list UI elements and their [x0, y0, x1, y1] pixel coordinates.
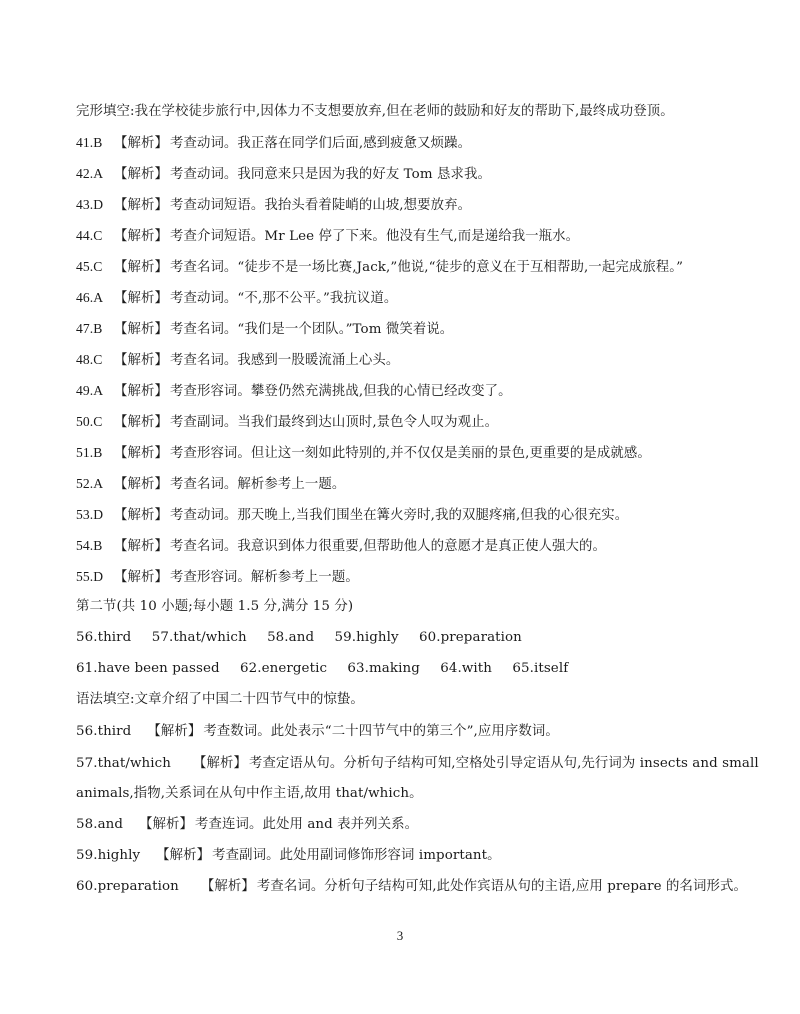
answer-row	[76, 568, 359, 587]
answer-number: 57.that/which	[76, 756, 171, 771]
answer-number: 42.A	[76, 166, 104, 181]
explanation-text: 考查定语从句。分析句子结构可知,空格处引导定语从句,先行词为 insects and small	[248, 756, 759, 771]
answer-key: 57.that/which	[151, 630, 247, 645]
analysis-tag: 【解析】	[114, 198, 168, 213]
answer-key: 63.making	[347, 661, 420, 676]
analysis-tag: 【解析】	[114, 260, 168, 275]
explanation-57-continued: animals,指物,关系词在从句中作主语,故用 that/which。	[76, 786, 423, 801]
answer-row-56-60	[76, 629, 522, 647]
explanation-text: 考查动词。那天晚上,当我们围坐在篝火旁时,我的双腿疼痛,但我的心很充实。	[169, 508, 629, 523]
analysis-tag: 【解析】	[114, 291, 168, 306]
answer-row	[76, 382, 512, 401]
answer-number: 52.A	[76, 476, 104, 491]
explanation-text: 考查介词短语。Mr Lee 停了下来。他没有生气,而是递给我一瓶水。	[169, 229, 580, 244]
answer-number: 58.and	[76, 817, 124, 832]
answer-number: 47.B	[76, 321, 103, 336]
answer-number: 45.C	[76, 259, 103, 274]
answer-row	[76, 320, 453, 339]
explanation-text: 考查动词短语。我抬头看着陡峭的山坡,想要放弃。	[169, 198, 472, 213]
explanation-text: 考查数词。此处表示“二十四节气中的第三个”,应用序数词。	[203, 724, 559, 739]
explanation-text: 考查副词。此处用副词修饰形容词 important。	[212, 848, 501, 863]
answer-number: 43.D	[76, 197, 104, 212]
analysis-tag: 【解析】	[114, 508, 168, 523]
answer-number: 50.C	[76, 414, 103, 429]
page-number: 3	[396, 928, 404, 943]
explanation-text: 考查名词。“徒步不是一场比赛,Jack,”他说,“徒步的意义在于互相帮助,一起完成旅程。”	[169, 260, 684, 275]
answer-key: 56.third	[76, 630, 132, 645]
answer-key: 60.preparation	[419, 630, 522, 645]
explanation-text: 考查形容词。但让这一刻如此特别的,并不仅仅是美丽的景色,更重要的是成就感。	[169, 446, 651, 461]
explanation-text: 考查连词。此处用 and 表并列关系。	[195, 817, 419, 832]
answer-row	[76, 413, 498, 432]
explanation-text: 考查动词。我正落在同学们后面,感到疲惫又烦躁。	[169, 136, 472, 151]
answer-number: 55.D	[76, 569, 104, 584]
explanation-text: 考查动词。我同意来只是因为我的好友 Tom 恳求我。	[169, 167, 491, 182]
analysis-tag: 【解析】	[114, 446, 168, 461]
answer-number: 59.highly	[76, 848, 141, 863]
analysis-tag: 【解析】	[156, 848, 211, 863]
explanation-58	[76, 816, 418, 834]
explanation-60	[76, 878, 747, 896]
answer-row	[76, 165, 491, 184]
explanation-56	[76, 723, 559, 741]
answer-key: 61.have been passed	[76, 661, 220, 676]
analysis-tag: 【解析】	[114, 384, 168, 399]
answer-number: 46.A	[76, 290, 104, 305]
answer-number: 44.C	[76, 228, 103, 243]
answer-key: 59.highly	[334, 630, 399, 645]
answer-row	[76, 227, 579, 246]
explanation-text: 考查名词。我感到一股暖流涌上心头。	[169, 353, 400, 368]
analysis-tag: 【解析】	[114, 229, 168, 244]
answer-row	[76, 506, 628, 525]
explanation-57	[76, 755, 759, 773]
answer-number: 49.A	[76, 383, 104, 398]
answer-number: 60.preparation	[76, 879, 179, 894]
answer-number: 51.B	[76, 445, 103, 460]
grammar-intro: 语法填空:文章介绍了中国二十四节气中的惊蛰。	[76, 692, 364, 707]
explanation-text: 考查名词。解析参考上一题。	[169, 477, 346, 492]
answer-row	[76, 258, 683, 277]
analysis-tag: 【解析】	[114, 415, 168, 430]
explanation-text: 考查副词。当我们最终到达山顶时,景色令人叹为观止。	[169, 415, 499, 430]
answer-row	[76, 351, 399, 370]
explanation-text: 考查形容词。攀登仍然充满挑战,但我的心情已经改变了。	[169, 384, 512, 399]
answer-number: 41.B	[76, 135, 103, 150]
answer-number: 56.third	[76, 724, 132, 739]
answer-number: 53.D	[76, 507, 104, 522]
analysis-tag: 【解析】	[114, 539, 168, 554]
analysis-tag: 【解析】	[192, 756, 247, 771]
analysis-tag: 【解析】	[114, 322, 168, 337]
explanation-text: 考查名词。“我们是一个团队。”Tom 微笑着说。	[169, 322, 454, 337]
answer-key: 58.and	[267, 630, 315, 645]
explanation-text: 考查名词。分析句子结构可知,此处作宾语从句的主语,应用 prepare 的名词形式。	[256, 879, 747, 894]
explanation-text: 考查名词。我意识到体力很重要,但帮助他人的意愿才是真正使人强大的。	[169, 539, 607, 554]
answer-row	[76, 444, 651, 463]
answer-key: 64.with	[440, 661, 492, 676]
answer-row	[76, 475, 345, 494]
answer-row	[76, 196, 471, 215]
answer-key: 65.itself	[512, 661, 569, 676]
analysis-tag: 【解析】	[139, 817, 194, 832]
answer-number: 48.C	[76, 352, 103, 367]
analysis-tag: 【解析】	[114, 353, 168, 368]
answer-row	[76, 537, 606, 556]
explanation-text: 考查动词。“不,那不公平。”我抗议道。	[169, 291, 398, 306]
analysis-tag: 【解析】	[200, 879, 255, 894]
section-2-title: 第二节(共 10 小题;每小题 1.5 分,满分 15 分)	[76, 599, 354, 614]
answer-row	[76, 289, 397, 308]
cloze-intro: 完形填空:我在学校徒步旅行中,因体力不支想要放弃,但在老师的鼓励和好友的帮助下,最终成功登顶。	[76, 104, 674, 119]
analysis-tag: 【解析】	[114, 570, 168, 585]
answer-row-61-65	[76, 660, 568, 678]
analysis-tag: 【解析】	[147, 724, 202, 739]
answer-number: 54.B	[76, 538, 103, 553]
analysis-tag: 【解析】	[114, 477, 168, 492]
answer-row	[76, 134, 471, 153]
explanation-59	[76, 847, 501, 865]
explanation-text: 考查形容词。解析参考上一题。	[169, 570, 359, 585]
analysis-tag: 【解析】	[114, 136, 168, 151]
answer-key: 62.energetic	[240, 661, 328, 676]
analysis-tag: 【解析】	[114, 167, 168, 182]
